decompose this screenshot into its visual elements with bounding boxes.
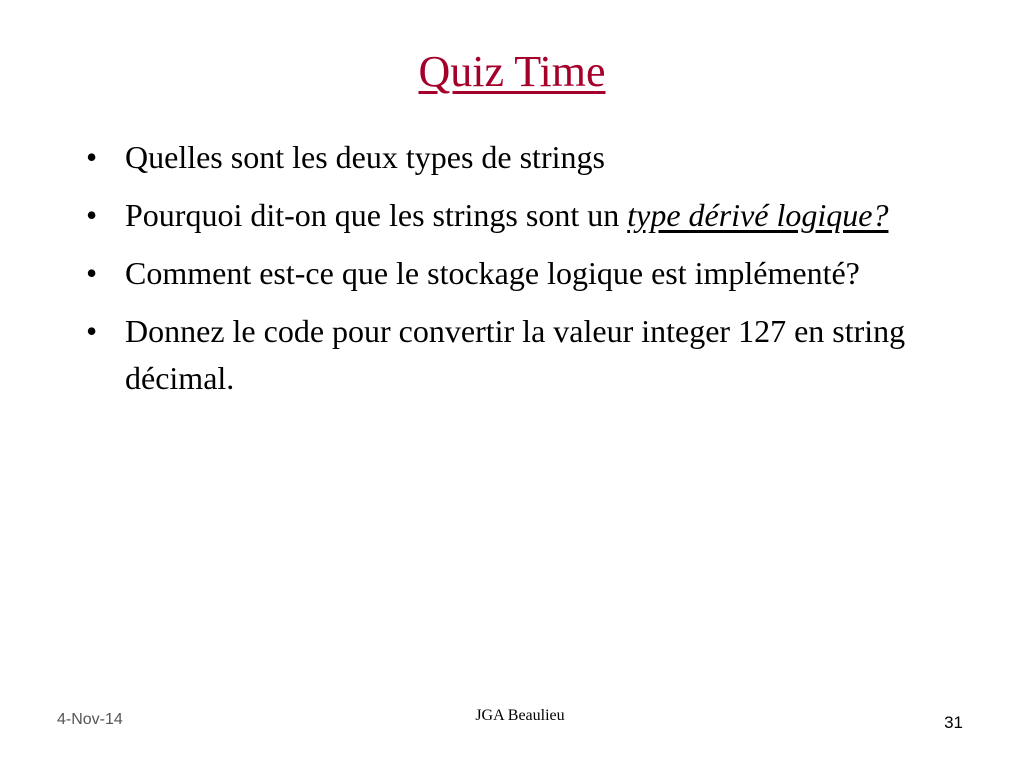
bullet-text: Donnez le code pour convertir la valeur integer 127 en string décimal. xyxy=(125,313,906,396)
footer-author: JGA Beaulieu xyxy=(475,707,565,724)
bullet-icon: • xyxy=(86,197,98,233)
bullet-icon: • xyxy=(86,313,98,349)
bullet-icon: • xyxy=(86,255,98,291)
bullet-icon: • xyxy=(86,139,98,175)
footer-date: 4-Nov-14 xyxy=(57,711,123,728)
bullet-item xyxy=(86,250,936,297)
bullet-emphasis: type dérivé logique? xyxy=(627,197,889,233)
bullet-item xyxy=(86,134,936,181)
slide-title: Quiz Time xyxy=(418,47,606,96)
bullet-item xyxy=(86,308,936,402)
bullet-text: Quelles sont les deux types de strings xyxy=(125,139,605,175)
bullet-text: Comment est-ce que le stockage logique est implémenté? xyxy=(125,255,860,291)
bullet-text: Pourquoi dit-on que les strings sont un xyxy=(125,197,628,233)
page-number: 31 xyxy=(944,713,963,732)
bullet-item xyxy=(86,192,936,239)
bullet-list xyxy=(86,134,936,413)
